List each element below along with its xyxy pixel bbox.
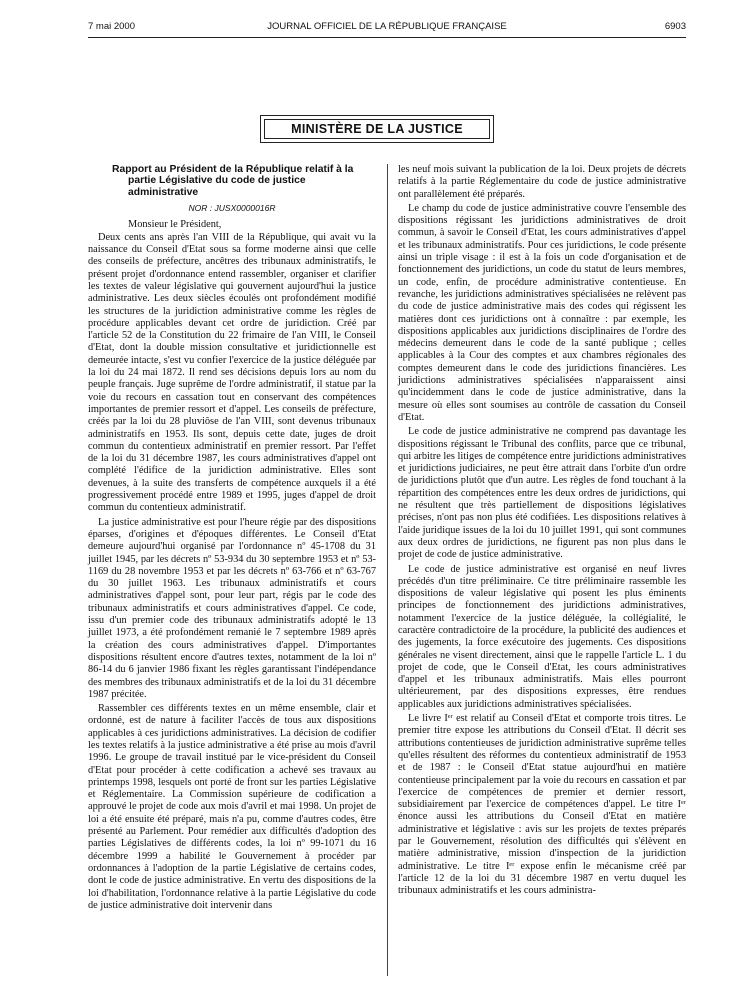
journal-name: JOURNAL OFFICIEL DE LA RÉPUBLIQUE FRANÇAISE (267, 21, 507, 32)
page-number: 6903 (664, 21, 686, 32)
paragraph: Le champ du code de justice administrative couvre l'ensemble des dispositions régissant les juridictions administratives de droit commun, à savoir le Conseil d'Etat, les cours administratives d'appel et les tribunaux administratifs. Pour ces juridictions, le code présente ainsi un triple visage : il est à la fois un code d'organisation et de fonctionnement des juridictions, un code du statut de leurs membres, un code, enfin, de procédure administrative contentieuse. En revanche, les juridictions administratives spécialisées ne relèvent pas du code de justice administrative mais des codes qui régissent les matières dont ces juridictions ont à connaître : par exemple, les dispositions applicables aux juridictions disciplinaires de l'ordre des médecins demeurent dans le code de la santé publique ; celles applicables à la Cour des comptes et aux chambres régionales des comptes demeurent dans le code des juridictions financières. Les juridictions administratives spécialisées n'apparaissent ainsi qu'incidemment dans le code de justice administrative, dans la mesure où elles sont soumises au contrôle de cassation du Conseil d'Etat. (398, 202, 686, 423)
header-rule (88, 37, 686, 38)
paragraph: Rassembler ces différents textes en un même ensemble, clair et ordonné, est de nature à faciliter l'accès de tous aux dispositions applicables à ces juridictions administratives. La décision de codifier les textes relatifs à la justice administrative a été prise au mois d'avril 1996. Le groupe de travail institué par le vice-président du Conseil d'Etat pour procéder à cette codification a achevé ses travaux au printemps 1998, lesquels ont porté de front sur les parties Législative et Réglementaire. La Commission supérieure de codification a approuvé le projet de code aux mois d'avril et mai 1998. Un projet de loi a été ensuite été préparé, mais n'a pu, comme d'autres codes, être présenté au Parlement. Pour remédier aux difficultés d'adoption des parties Législatives de différents codes, la loi nº 99-1071 du 16 décembre 1999 a habilité le Gouvernement à procéder par ordonnances à l'adoption de la partie Législative de certains codes, dont le code de justice administrative. En vertu des dispositions de la loi d'habilitation, l'ordonnance relative à la partie Législative du code de justice administrative doit intervenir dans (88, 703, 376, 911)
right-column (398, 164, 686, 900)
paragraph: Deux cents ans après l'an VIII de la République, qui avait vu la naissance du Conseil d'Etat sous sa forme moderne ainsi que celle des conseils de préfecture, ancêtres des tribunaux administratifs, le présent projet d'ordonnance entend rassembler, organiser et clarifier les textes de valeur législative qui gouvernent aujourd'hui la justice administrative. Les deux siècles écoulés ont profondément modifié les structures de la juridiction administrative comme les règles de procédure applicables devant cet ordre de juridiction. Créé par l'article 52 de la Constitution du 22 frimaire de l'an VIII, le Conseil d'Etat, dont la double mission consultative et juridictionnelle est demeurée intacte, s'est vu confier l'exercice de la justice déléguée par la loi du 24 mai 1872. Il rend ses décisions depuis lors au nom du peuple français. Juge suprême de l'ordre administratif, il statue par la voie du recours en cassation tout en conservant des compétences importantes de premier ressort et d'appel. Les conseils de préfecture, créés par la loi du 28 pluviôse de l'an VIII, sont devenus tribunaux administratifs en 1953. Ils sont, depuis cette date, juges de droit commun du contentieux administratif en premier ressort. Par l'effet de la loi du 31 décembre 1987, les cours administratives d'appel ont complété l'édifice de la juridiction administrative. Elles sont devenues, à la suite des transferts de compétence auxquels il a été progressivement procédé entre 1989 et 1995, juges d'appel de droit commun du contentieux administratif. (88, 231, 376, 514)
issue-date: 7 mai 2000 (88, 21, 136, 32)
nor-label: NOR : (188, 203, 213, 214)
ministry-box (260, 115, 494, 143)
paragraph: Le code de justice administrative est organisé en neuf livres précédés d'un titre préliminaire. Ce titre préliminaire rassemble les dispositions de valeur législative qui posent les plus éminents principes de fonctionnement des juridictions administratives, notamment l'exercice de la justice déléguée, la collégialité, le caractère contradictoire de la procédure, la publicité des audiences et des jugements, la force exécutoire des jugements. Ces dispositions générales ne visent directement, ainsi que le rappelle l'article L. 1 du projet de code, que le Conseil d'Etat, les cours administratives d'appel et les tribunaux administratifs. Mais elles pourront ultérieurement, par des dispositions expresses, être rendues applicables aux juridictions administratives spécialisées. (398, 563, 686, 710)
left-column (88, 164, 376, 914)
article-title: Rapport au Président de la République relatif à la partie Législative du code de justice administrative (112, 164, 354, 198)
paragraph: Le code de justice administrative ne comprend pas davantage les dispositions régissant le Tribunal des conflits, parce que ce tribunal, qui arbitre les litiges de compétence entre juridictions administratives et juridictions judiciaires, ne peut être attrait dans l'orbite d'un ordre de juridictions plutôt que d'un autre. Les règles de fond touchant à la répartition des compétences entre les deux ordres de juridictions, qui ne résultent que très partiellement de dispositions législatives précises, n'ont pas non plus été codifiées. Les dispositions relatives à l'aide juridique issues de la loi du 10 juillet 1991, qui sont communes aux deux ordres de juridictions, ne figurent pas non plus dans le projet de code de justice administrative. (398, 426, 686, 561)
ministry-title: MINISTÈRE DE LA JUSTICE (264, 119, 490, 139)
nor-reference (88, 202, 376, 214)
running-header (88, 21, 686, 35)
paragraph: Le livre Iᵉʳ est relatif au Conseil d'Etat et comporte trois titres. Le premier titre expose les attributions du Conseil d'Etat. Il décrit ses attributions contentieuses de juridiction administrative suprême telles qu'elles résultent des réformes du contentieux administratif de 1953 et de 1987 : le Conseil d'Etat statue aujourd'hui en matière contentieuse principalement par la voie du recours en cassation et par l'exercice de compétences de premier et dernier ressort, subsidiairement par l'exercice de compétences d'appel. Le titre Iᵉʳ énonce aussi les attributions du Conseil d'Etat en matière administrative et législative : avis sur les projets de textes préparés par le Gouvernement, résolution des difficultés qui s'élèvent en matière administrative, mission d'inspection de la juridiction administrative. Le titre Iᵉʳ expose enfin le mécanisme créé par l'article 12 de la loi du 31 décembre 1987 en vertu duquel les tribunaux administratifs et les cours administra- (398, 713, 686, 897)
salutation: Monsieur le Président, (128, 218, 222, 230)
column-divider (387, 164, 388, 976)
nor-value: JUSX0000016R (214, 203, 276, 214)
paragraph: les neuf mois suivant la publication de la loi. Deux projets de décrets relatifs à la partie Réglementaire du code de justice administrative ont parallèlement été préparés. (398, 164, 686, 200)
paragraph: La justice administrative est pour l'heure régie par des dispositions éparses, d'origines et d'époques différentes. Le Conseil d'Etat demeure aujourd'hui organisé par l'ordonnance nº 45-1708 du 31 juillet 1945, par les décrets nº 53-934 du 30 septembre 1953 et nº 53-1169 du 28 novembre 1953 et par les décrets nº 63-766 et nº 63-767 du 30 juillet 1963. Les tribunaux administratifs et cours administratives d'appel sont, pour leur part, régis par le code des tribunaux administratifs et cours administratives d'appel. Ce code, issu d'un premier code des tribunaux administratifs adopté le 13 juillet 1973, a été profondément remanié le 7 septembre 1989 après la création des cours administratives d'appel. D'importantes dispositions résultent encore d'autres textes, notamment de la loi nº 86-14 du 6 janvier 1986 fixant les règles garantissant l'indépendance des membres des tribunaux administratifs et de la loi du 31 décembre 1987 précitée. (88, 516, 376, 700)
